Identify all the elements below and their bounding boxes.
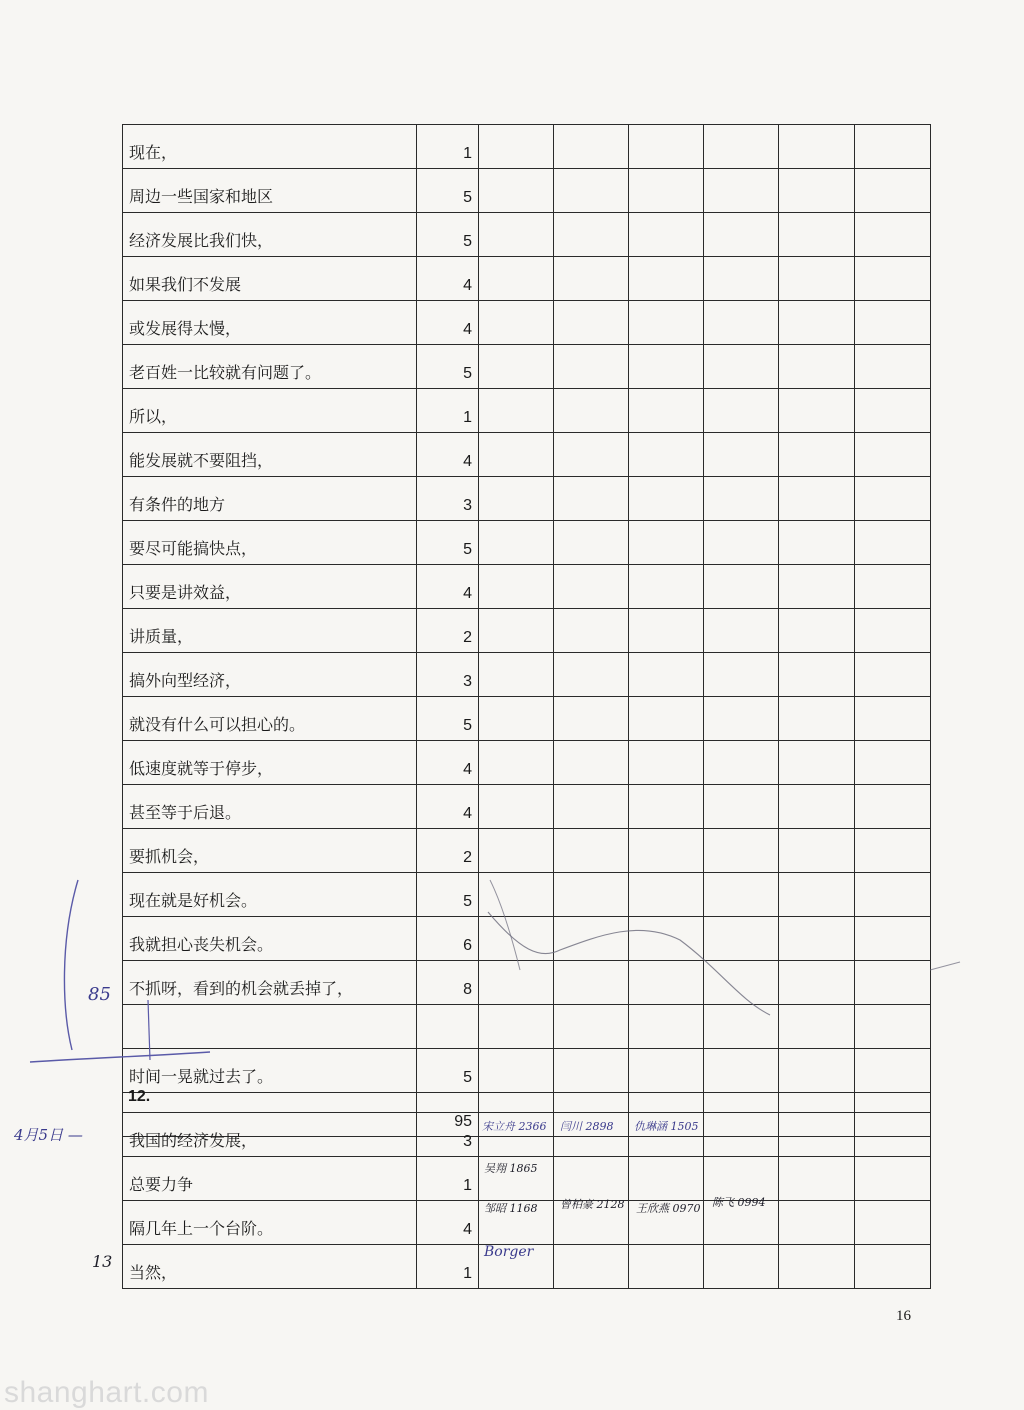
margin-note-13: 13 — [92, 1252, 113, 1271]
row-score: 5 — [417, 213, 479, 257]
row-score: 1 — [417, 125, 479, 169]
row-score: 5 — [417, 1049, 479, 1093]
row-score: 8 — [417, 961, 479, 1005]
row-score: 4 — [417, 741, 479, 785]
margin-note-date: 4月5日 — — [14, 1126, 83, 1144]
row-text: 甚至等于后退。 — [123, 785, 417, 829]
row-score: 2 — [417, 829, 479, 873]
page-number: 16 — [896, 1308, 911, 1324]
row-text: 讲质量， — [123, 609, 417, 653]
row-score: 5 — [417, 169, 479, 213]
row-score: 6 — [417, 917, 479, 961]
row-score: 5 — [417, 345, 479, 389]
row-score: 1 — [417, 389, 479, 433]
row-text: 现在， — [123, 125, 417, 169]
row-text: 低速度就等于停步， — [123, 741, 417, 785]
row-text: 不抓呀，看到的机会就丢掉了， — [123, 961, 417, 1005]
row-text: 现在就是好机会。 — [123, 873, 417, 917]
note-r1-c4: 仇琳涵 1505 — [634, 1120, 699, 1133]
row-score: 3 — [417, 653, 479, 697]
note-r3-c5: 陈飞 0994 — [712, 1196, 766, 1209]
row-score: 5 — [417, 521, 479, 565]
row-text: 隔几年上一个台阶。 — [123, 1201, 417, 1245]
row-score: 4 — [417, 1201, 479, 1245]
row-score: 4 — [417, 257, 479, 301]
row-text: 只要是讲效益， — [123, 565, 417, 609]
row-text: 要抓机会， — [123, 829, 417, 873]
row-score: 5 — [417, 873, 479, 917]
note-r4-c2: Borger — [484, 1244, 534, 1260]
row-text: 或发展得太慢， — [123, 301, 417, 345]
row-text: 老百姓一比较就有问题了。 — [123, 345, 417, 389]
row-text: 经济发展比我们快， — [123, 213, 417, 257]
row-text: 我国的经济发展， — [123, 1113, 417, 1157]
row-score: 3 — [417, 1113, 479, 1157]
section-heading: 12. — [128, 1088, 151, 1105]
row-score: 1 — [417, 1157, 479, 1201]
watermark: shanghart.com — [4, 1376, 209, 1409]
row-score: 1 — [417, 1245, 479, 1289]
row-text: 就没有什么可以担心的。 — [123, 697, 417, 741]
row-score: 95 — [417, 1093, 479, 1137]
margin-note-85: 85 — [88, 984, 111, 1005]
note-r3-c3: 曾柏豪 2128 — [560, 1198, 625, 1211]
row-score: 2 — [417, 609, 479, 653]
row-score: 3 — [417, 477, 479, 521]
note-r1-c3: 闫川 2898 — [560, 1120, 614, 1133]
row-text: 如果我们不发展 — [123, 257, 417, 301]
row-text: 有条件的地方 — [123, 477, 417, 521]
note-r2-c2: 吴翔 1865 — [484, 1162, 538, 1175]
row-text: 时间一晃就过去了。 — [123, 1049, 417, 1093]
row-score: 4 — [417, 785, 479, 829]
row-score: 4 — [417, 565, 479, 609]
note-r1-c2: 宋立舟 2366 — [482, 1120, 547, 1133]
row-score: 4 — [417, 433, 479, 477]
row-text: 搞外向型经济， — [123, 653, 417, 697]
row-score: 4 — [417, 301, 479, 345]
row-text: 所以， — [123, 389, 417, 433]
row-score: 5 — [417, 697, 479, 741]
note-r3-c4: 王欣燕 0970 — [636, 1202, 701, 1215]
row-text: 周边一些国家和地区 — [123, 169, 417, 213]
row-text: 总要力争 — [123, 1157, 417, 1201]
row-text: 我就担心丧失机会。 — [123, 917, 417, 961]
row-text: 当然， — [123, 1245, 417, 1289]
row-text: 能发展就不要阻挡， — [123, 433, 417, 477]
note-r3-c2: 邹昭 1168 — [484, 1202, 538, 1215]
row-text: 要尽可能搞快点， — [123, 521, 417, 565]
